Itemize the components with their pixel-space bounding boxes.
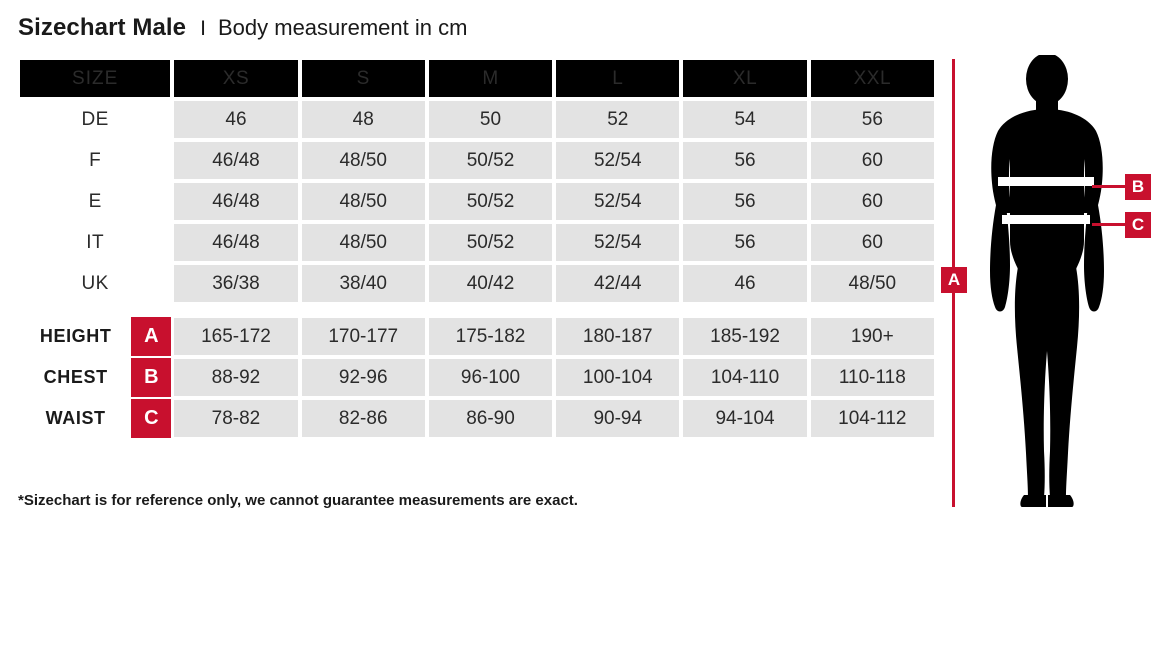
cell-f-xs: 46/48	[172, 140, 299, 181]
cell-de-l: 52	[554, 99, 681, 140]
measure-label-chest: CHEST	[43, 367, 108, 387]
title-main: Sizechart Male	[18, 14, 187, 41]
chest-leader-line	[1092, 185, 1128, 188]
cell-height-l: 180-187	[554, 316, 681, 357]
cell-chest-m: 96-100	[427, 357, 554, 398]
cell-it-l: 52/54	[554, 222, 681, 263]
cell-f-xl: 56	[681, 140, 808, 181]
chest-band-indicator	[998, 177, 1094, 186]
cell-de-xl: 54	[681, 99, 808, 140]
header-size-s: S	[300, 58, 427, 99]
measure-label-height: HEIGHT	[39, 326, 112, 346]
cell-uk-xl: 46	[681, 263, 808, 304]
cell-de-m: 50	[427, 99, 554, 140]
sizechart-table-wrapper	[18, 58, 936, 439]
marker-a: A	[941, 267, 967, 293]
header-size-m: M	[427, 58, 554, 99]
measure-key-a: A	[131, 317, 171, 356]
male-body-silhouette-icon	[962, 55, 1132, 510]
cell-e-xxl: 60	[809, 181, 936, 222]
cell-waist-xxl: 104-112	[809, 398, 936, 439]
waist-band-indicator	[1002, 215, 1090, 224]
table-row	[18, 357, 936, 398]
cell-waist-xl: 94-104	[681, 398, 808, 439]
cell-e-xs: 46/48	[172, 181, 299, 222]
table-row	[18, 398, 936, 439]
table-row	[18, 99, 936, 140]
measure-key-c: C	[131, 399, 171, 438]
table-row	[18, 222, 936, 263]
waist-leader-line	[1092, 223, 1128, 226]
cell-e-xl: 56	[681, 181, 808, 222]
cell-f-l: 52/54	[554, 140, 681, 181]
cell-it-xl: 56	[681, 222, 808, 263]
cell-height-xl: 185-192	[681, 316, 808, 357]
footnote-text: *Sizechart is for reference only, we cannot guarantee measurements are exact.	[18, 492, 578, 509]
row-label-uk: UK	[18, 263, 172, 304]
cell-it-xs: 46/48	[172, 222, 299, 263]
cell-waist-l: 90-94	[554, 398, 681, 439]
cell-uk-l: 42/44	[554, 263, 681, 304]
row-label-chest	[18, 357, 172, 398]
table-row	[18, 316, 936, 357]
measure-key-b: B	[131, 358, 171, 397]
cell-uk-xxl: 48/50	[809, 263, 936, 304]
cell-f-m: 50/52	[427, 140, 554, 181]
cell-e-s: 48/50	[300, 181, 427, 222]
cell-f-xxl: 60	[809, 140, 936, 181]
header-size-xxl: XXL	[809, 58, 936, 99]
table-row	[18, 263, 936, 304]
cell-chest-xxl: 110-118	[809, 357, 936, 398]
cell-height-xxl: 190+	[809, 316, 936, 357]
cell-waist-m: 86-90	[427, 398, 554, 439]
row-label-e: E	[18, 181, 172, 222]
cell-waist-xs: 78-82	[172, 398, 299, 439]
row-label-f: F	[18, 140, 172, 181]
cell-height-s: 170-177	[300, 316, 427, 357]
cell-height-xs: 165-172	[172, 316, 299, 357]
cell-uk-xs: 36/38	[172, 263, 299, 304]
measure-label-waist: WAIST	[45, 408, 106, 428]
cell-chest-l: 100-104	[554, 357, 681, 398]
cell-uk-m: 40/42	[427, 263, 554, 304]
body-figure	[940, 55, 1160, 515]
cell-chest-xl: 104-110	[681, 357, 808, 398]
cell-uk-s: 38/40	[300, 263, 427, 304]
cell-f-s: 48/50	[300, 140, 427, 181]
marker-b: B	[1125, 174, 1151, 200]
page-title	[18, 14, 467, 42]
sizechart-table	[18, 58, 936, 439]
cell-de-xxl: 56	[809, 99, 936, 140]
header-size-xl: XL	[681, 58, 808, 99]
cell-waist-s: 82-86	[300, 398, 427, 439]
table-header-row	[18, 58, 936, 99]
header-size-xs: XS	[172, 58, 299, 99]
table-row	[18, 140, 936, 181]
title-separator: I	[200, 17, 206, 40]
cell-it-s: 48/50	[300, 222, 427, 263]
table-spacer-row	[18, 304, 936, 316]
cell-height-m: 175-182	[427, 316, 554, 357]
cell-it-xxl: 60	[809, 222, 936, 263]
cell-e-m: 50/52	[427, 181, 554, 222]
cell-chest-s: 92-96	[300, 357, 427, 398]
marker-c: C	[1125, 212, 1151, 238]
row-label-it: IT	[18, 222, 172, 263]
cell-e-l: 52/54	[554, 181, 681, 222]
header-size-label: SIZE	[18, 58, 172, 99]
cell-chest-xs: 88-92	[172, 357, 299, 398]
row-label-height	[18, 316, 172, 357]
cell-it-m: 50/52	[427, 222, 554, 263]
row-label-de: DE	[18, 99, 172, 140]
row-label-waist	[18, 398, 172, 439]
table-row	[18, 181, 936, 222]
cell-de-xs: 46	[172, 99, 299, 140]
title-subtitle: Body measurement in cm	[217, 15, 468, 40]
cell-de-s: 48	[300, 99, 427, 140]
header-size-l: L	[554, 58, 681, 99]
